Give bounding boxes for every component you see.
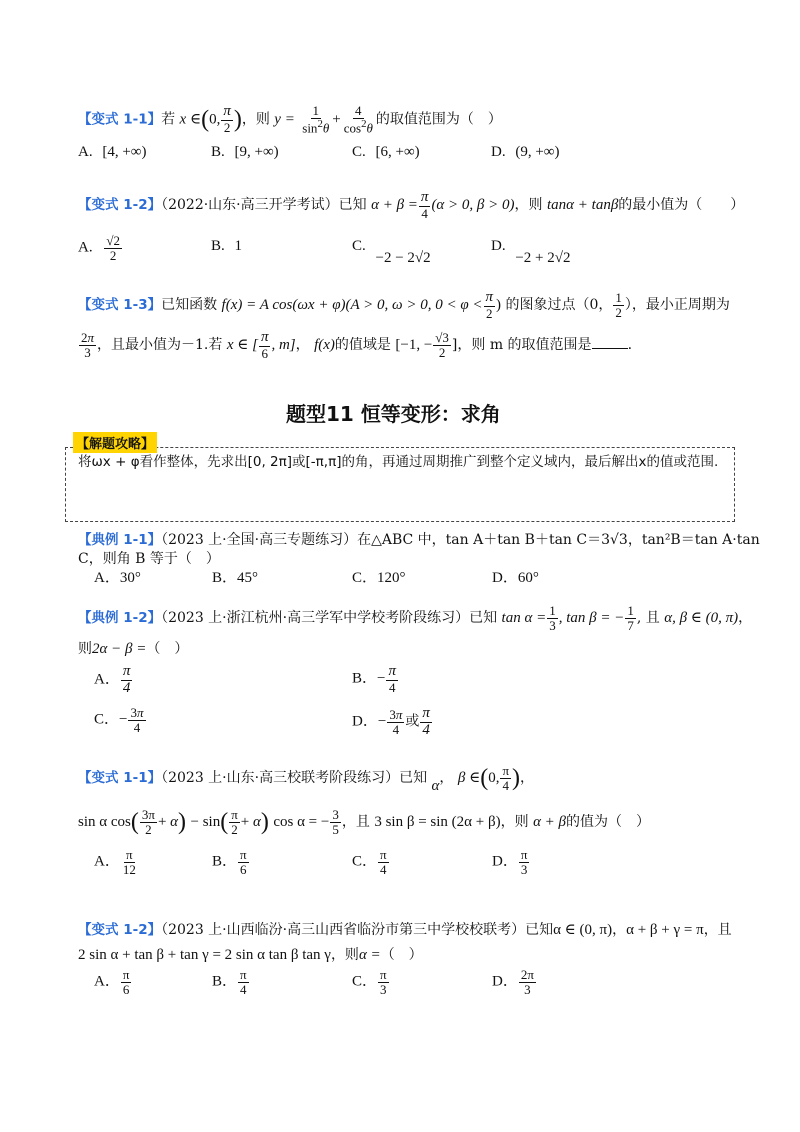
question-bianshi-1-2-first: 【变式 1-2】（2022·山东·高三开学考试）已知 α + β = $\frac{\pi}{4}$ (α > 0, β > 0)，则 tanα + tanβ的最小值为（ ）	[78, 189, 745, 221]
question-bianshi-1-1-first: 【变式 1-1】若 x ∈(0, $\frac{\pi}{2}$ )，则 y = $\frac{1}{\sin^2\theta}$ + $\frac{4}{\cos^2\theta}$ 的取值范围为（ ）	[78, 103, 502, 135]
option-c[interactable]: C．− $\frac{3\pi}{4}$	[94, 705, 144, 735]
question-bianshi-1-3: 【变式 1-3】已知函数 f(x) = A cos(ωx + φ)(A > 0, ω > 0, 0 < φ < $\frac{\pi}{2}$ ) 的图象过点（0， $\frac{1}{2}$ ），最小正周期为	[78, 289, 730, 321]
option-c[interactable]: C． $\frac{\pi}{3}$	[352, 967, 387, 997]
option-b[interactable]: B． $\frac{\pi}{4}$	[212, 967, 247, 997]
option-a[interactable]: A. $\frac{√2}{2}$	[78, 233, 120, 263]
answer-blank[interactable]	[592, 348, 628, 349]
option-d[interactable]: D．60°	[492, 570, 539, 586]
question-dianli-1-1-line2: C，则角 B 等于（ ）	[78, 551, 220, 567]
question-bianshi-1-3-line2: $\frac{2\pi}{3}$ ，且最小值为－1.若 x ∈ [ $\frac{\pi}{6}$ , m]， f(x)的值域是 [−1, − $\frac{√3}{2}$ ]，则 m 的取值范围是 .	[81, 329, 633, 361]
option-a[interactable]: A. [4, +∞)	[78, 144, 147, 160]
question-bianshi-1-2-second: 【变式 1-2】（2023 上·山西临汾·高三山西省临汾市第三中学校校联考）已知α ∈ (0, π)，α + β + γ = π，且	[78, 922, 732, 938]
question-bianshi-1-2-second-line2: 2 sin α + tan β + tan γ = 2 sin α tan β tan γ，则α =（ ）	[78, 947, 423, 963]
question-bianshi-1-1-second: 【变式 1-1】（2023 上·山东·高三校联考阶段练习）已知 α， β ∈(0, $\frac{\pi}{4}$ )，	[78, 763, 535, 795]
option-a[interactable]: A． $\frac{\pi}{6}$	[94, 967, 130, 997]
option-d[interactable]: D． $\frac{\pi}{3}$	[492, 847, 528, 877]
question-source: （2022·山东·高三开学考试）	[161, 197, 339, 214]
section-title: 题型11 恒等变形：求角	[286, 402, 501, 426]
option-d[interactable]: D. (9, +∞)	[491, 144, 560, 160]
options-row	[94, 848, 694, 888]
option-a[interactable]: A． $\frac{\pi}{12}$	[94, 847, 136, 877]
option-b[interactable]: B. [9, +∞)	[211, 144, 279, 160]
option-b[interactable]: B．45°	[212, 570, 259, 586]
question-tag: 【变式 1-3】	[78, 297, 162, 314]
strategy-text: 将ωx + φ看作整体，先求出[0, 2π]或[-π,π]的角，再通过周期推广到整个定义域内，最后解出x的值或范围.	[78, 454, 719, 470]
question-dianli-1-2: 【典例 1-2】（2023 上·浙江杭州·高三学军中学校考阶段练习）已知 tan α = $\frac{1}{3}$ , tan β = − $\frac{1}{7}$ , 且 α, β ∈ (0, π)，	[78, 603, 753, 633]
strategy-tag: 【解题攻略】	[73, 432, 157, 453]
option-c[interactable]: C. −2 − 2√2	[352, 238, 431, 266]
option-c[interactable]: C．120°	[352, 570, 406, 586]
option-b[interactable]: B．− $\frac{\pi}{4}$	[352, 663, 396, 695]
option-c[interactable]: C. [6, +∞)	[352, 144, 420, 160]
question-tag: 【变式 1-1】	[78, 111, 162, 128]
question-tag: 【变式 1-2】	[78, 197, 162, 214]
option-b[interactable]: B． $\frac{\pi}{6}$	[212, 847, 247, 877]
option-d[interactable]: D．− $\frac{3\pi}{4}$ 或 $\frac{\pi}{4}$	[352, 705, 430, 738]
option-d[interactable]: D. −2 + 2√2	[491, 238, 571, 266]
question-dianli-1-2-line2: 则2α − β =（ ）	[78, 641, 189, 657]
options-row	[78, 228, 678, 268]
question-bianshi-1-1-second-line2: sin α cos( $\frac{3\pi}{2}$ + α) − sin( $\frac{\pi}{2}$ + α) cos α = − $\frac{3}{5}$ ，且 3 sin β = sin (2α + β)，则 α + β的值为（ ）	[78, 807, 651, 837]
question-dianli-1-1: 【典例 1-1】（2023 上·全国·高三专题练习）在△ABC 中，tan A＋tan B＋tan C＝3√3，tan²B＝tan A·tan	[78, 532, 760, 548]
question-tag: 【典例 1-2】	[78, 610, 162, 627]
option-c[interactable]: C． $\frac{\pi}{4}$	[352, 847, 387, 877]
option-a[interactable]: A． $\frac{\pi}{4}$	[94, 663, 131, 696]
option-d[interactable]: D． $\frac{2\pi}{3}$	[492, 967, 534, 997]
question-tag: 【变式 1-2】	[78, 922, 162, 938]
question-tag: 【变式 1-1】	[78, 770, 162, 787]
question-tag: 【典例 1-1】	[78, 532, 162, 548]
option-b[interactable]: B. 1	[211, 238, 243, 254]
options-row	[94, 968, 694, 1008]
option-a[interactable]: A．30°	[94, 570, 141, 586]
